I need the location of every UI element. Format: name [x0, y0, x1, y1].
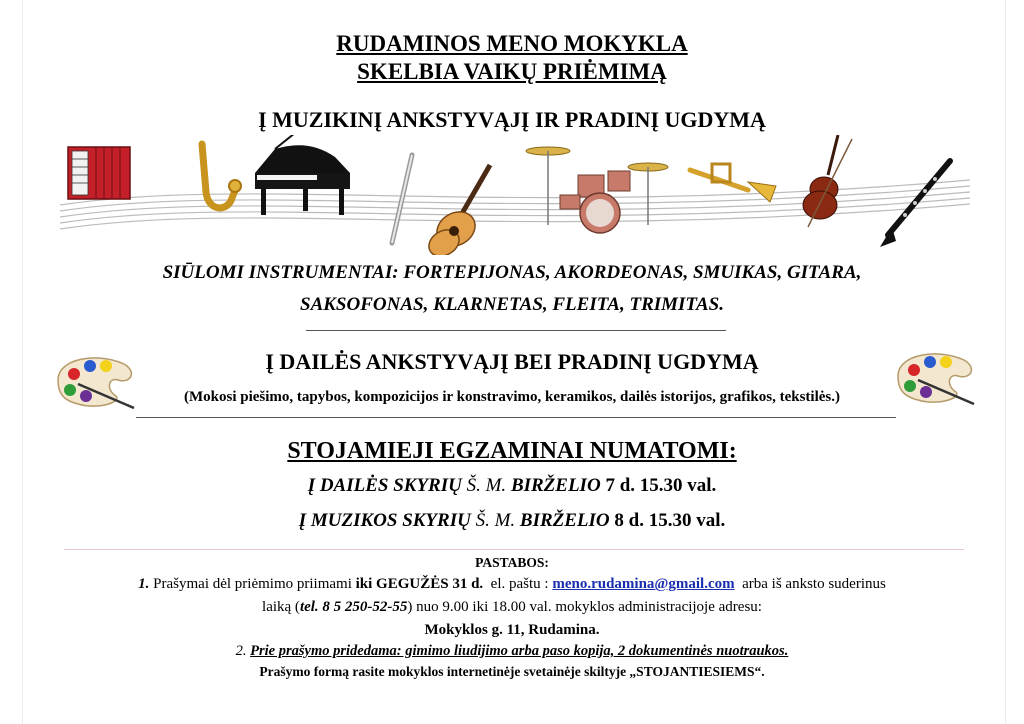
- guitar-icon: [424, 165, 490, 255]
- exam-music-dept-label: Į MUZIKOS SKYRIŲ: [298, 510, 471, 531]
- note-1-text-b: el. paštu :: [490, 576, 549, 592]
- exams-title: STOJAMIEJI EGZAMINAI NUMATOMI:: [287, 438, 737, 464]
- note-1-text-e: ) nuo 9.00 iki 18.00 val. mokyklos administracijoje adresu:: [407, 599, 762, 615]
- instruments-illustration: [60, 135, 970, 255]
- exam-art-month: BIRŽELIO: [510, 475, 601, 496]
- piano-icon: [255, 135, 350, 215]
- note-1-text-d: laiką (: [262, 599, 300, 615]
- flute-icon: [392, 155, 412, 243]
- phone-number: tel. 8 5 250-52-55: [299, 599, 408, 615]
- exam-music-sm: Š. M.: [475, 510, 516, 531]
- trumpet-icon: [690, 164, 776, 202]
- instruments-line-2: SAKSOFONAS, KLARNETAS, FLEITA, TRIMITAS.: [300, 294, 724, 315]
- note-1-text-c: arba iš anksto suderinus: [742, 576, 886, 592]
- exam-art-sm: Š. M.: [466, 475, 507, 496]
- announcement: SKELBIA VAIKŲ PRIĖMIMĄ: [357, 59, 667, 84]
- note-1-deadline: iki GEGUŽĖS 31 d.: [355, 576, 484, 592]
- exam-music-time: 8 d. 15.30 val.: [614, 510, 726, 531]
- note-1-line-1: [0, 575, 1024, 594]
- drum-kit-icon: [526, 147, 668, 233]
- saxophone-icon: [202, 144, 241, 208]
- email-link[interactable]: meno.rudamina@gmail.com: [552, 576, 735, 592]
- note-1-line-2: [0, 598, 1024, 617]
- music-section-title: Į MUZIKINĮ ANKSTYVĄJĮ IR PRADINĮ UGDYMĄ: [258, 107, 766, 132]
- instruments-line-1: SIŪLOMI INSTRUMENTAI: FORTEPIJONAS, AKORDEONAS, SMUIKAS, GITARA,: [162, 262, 862, 283]
- exam-music-month: BIRŽELIO: [519, 510, 610, 531]
- note-2: [0, 642, 1024, 661]
- art-subjects: (Mokosi piešimo, tapybos, kompozicijos ir konstravimo, keramikos, dailės istorijos, grafikos, tekstilės.): [184, 389, 840, 405]
- exam-art-time: 7 d. 15.30 val.: [605, 475, 717, 496]
- form-info: Prašymo formą rasite mokyklos internetinėje svetainėje skiltyje „STOJANTIESIEMS“.: [259, 664, 765, 679]
- note-2-number: 2.: [235, 643, 247, 659]
- exam-art-dept-label: Į DAILĖS SKYRIŲ: [307, 475, 462, 496]
- divider-music: [306, 330, 726, 331]
- note-2-text: Prie prašymo pridedama: gimimo liudijimo arba paso kopija, 2 dokumentinės nuotraukos.: [250, 643, 789, 659]
- school-name: RUDAMINOS MENO MOKYKLA: [336, 31, 688, 56]
- note-1-number: 1.: [138, 576, 150, 592]
- address-text: Mokyklos g. 11, Rudamina.: [424, 622, 600, 638]
- school-address: [0, 621, 1024, 640]
- divider-art: [136, 417, 896, 418]
- divider-notes: [64, 549, 964, 550]
- art-section-title: Į DAILĖS ANKSTYVĄJĮ BEI PRADINĮ UGDYMĄ: [265, 349, 759, 374]
- note-1-text-a: Prašymai dėl priėmimo priimami: [153, 576, 352, 592]
- exam-art-dept: [0, 472, 1024, 500]
- notes-heading: PASTABOS:: [475, 555, 549, 570]
- exam-music-dept: [0, 507, 1024, 535]
- accordion-icon: [68, 147, 130, 199]
